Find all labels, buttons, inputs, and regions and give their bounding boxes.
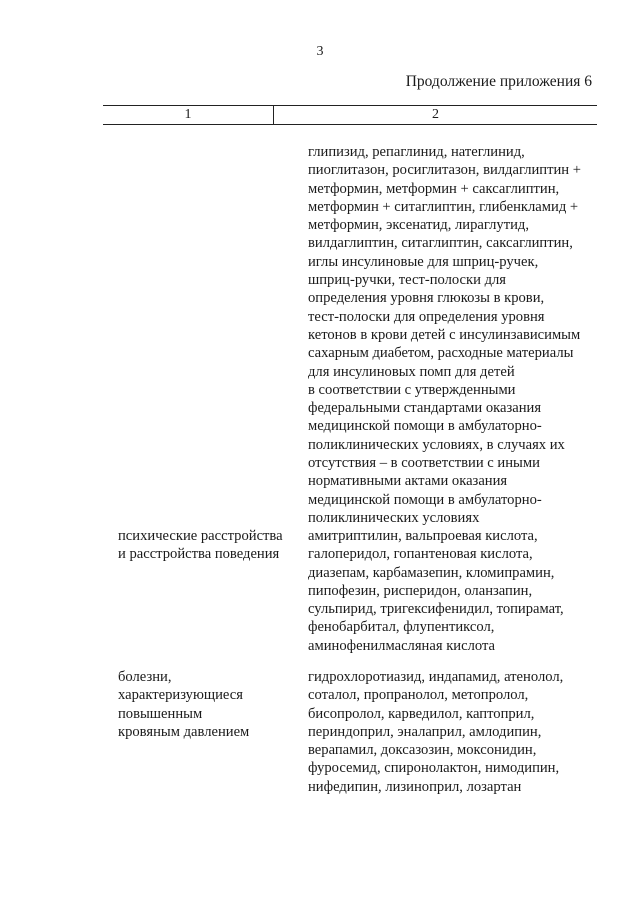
column-header-2: 2 bbox=[432, 107, 439, 122]
table-cell-medications: глипизид, репаглинид, натеглинид, пиоглитазон, росиглитазон, вилдаглиптин + метформин, метформин + саксаглиптин, метформин + ситаглиптин, глибенкламид + метформин, эксенатид, лираглутид, вилдаглиптин, ситаглиптин, саксаглиптин, иглы инсулиновые для шприц-ручек, шприц-ручки, тест-полоски для определения уровня глюкозы в крови, тест-полоски для определения уровня кетонов в крови детей с инсулинзависимым сахарным диабетом, расходные материалы для инсулиновых помп для детей в соответствии с утвержденными федеральными стандартами оказания медицинской помощи в амбулаторно- поликлинических условиях, в случаях их отсутствия – в соответствии с иными нормативными актами оказания медицинской помощи в амбулаторно- поликлинических условиях bbox=[308, 144, 581, 526]
table-cell-disease: психические расстройства и расстройства поведения bbox=[118, 528, 283, 563]
page-number: 3 bbox=[316, 44, 324, 59]
table-header bbox=[103, 105, 597, 125]
table-cell-medications: гидрохлоротиазид, индапамид, атенолол, соталол, пропранолол, метопролол, бисопролол, карведилол, каптоприл, периндоприл, эналаприл, амлодипин, верапамил, доксазозин, моксонидин, фуросемид, спиронолактон, нимодипин, нифедипин, лизиноприл, лозартан bbox=[308, 669, 564, 795]
table-cell-medications: амитриптилин, вальпроевая кислота, галоперидол, гопантеновая кислота, диазепам, карбамазепин, кломипрамин, пипофезин, рисперидон, оланзапин, сульпирид, тригексифенидил, топирамат, фенобарбитал, флупентиксол, аминофенилмасляная кислота bbox=[308, 528, 564, 654]
table-cell-disease: болезни, характеризующиеся повышенным кровяным давлением bbox=[118, 669, 250, 740]
appendix-continuation-note: Продолжение приложения 6 bbox=[405, 73, 592, 90]
column-header-1: 1 bbox=[184, 107, 192, 122]
